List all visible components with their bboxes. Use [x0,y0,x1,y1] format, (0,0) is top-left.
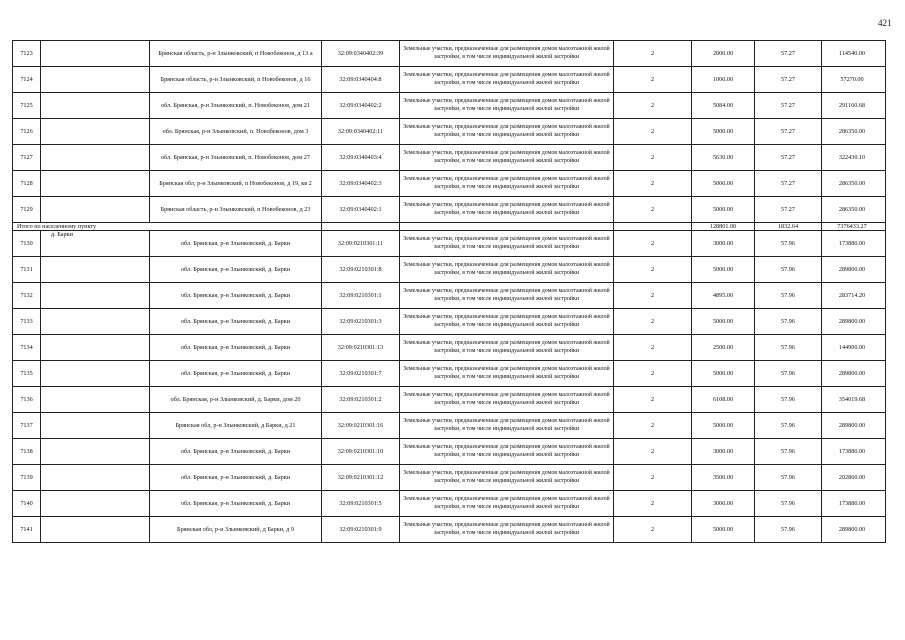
row-number: 7131 [13,257,41,283]
locality-cell [41,41,150,67]
locality-cell [41,387,150,413]
land-use-cell: Земельные участки, предназначенные для размещения домов малоэтажной жилой застройки, в том числе индивидуальной жилой застройки [400,309,614,335]
land-use-cell: Земельные участки, предназначенные для размещения домов малоэтажной жилой застройки, в том числе индивидуальной жилой застройки [400,93,614,119]
group-cell: 2 [614,413,692,439]
page-number: 421 [878,18,892,28]
locality-cell [41,309,150,335]
value-cell: 144900.00 [822,335,886,361]
locality-cell [41,145,150,171]
locality-name: д. Барки [41,231,150,257]
area-cell: 3000.00 [692,439,755,465]
locality-cell [41,171,150,197]
cadastral-number-cell: 32:09:0210301:7 [322,361,400,387]
group-cell: 2 [614,439,692,465]
cadastral-number-cell: 32:09:0340402:11 [322,119,400,145]
locality-cell [41,465,150,491]
land-use-cell: Земельные участки, предназначенные для размещения домов малоэтажной жилой застройки, в том числе индивидуальной жилой застройки [400,413,614,439]
rate-cell: 57.96 [755,231,822,257]
total-row [13,223,886,231]
land-use-cell: Земельные участки, предназначенные для размещения домов малоэтажной жилой застройки, в том числе индивидуальной жилой застройки [400,257,614,283]
row-number: 7133 [13,309,41,335]
table-row [13,171,886,197]
row-number: 7125 [13,93,41,119]
address-cell: обл. Брянская, р-н Злынковский, д. Барки [150,439,322,465]
area-cell: 5000.00 [692,119,755,145]
cadastral-number-cell: 32:09:0210301:9 [322,517,400,543]
area-cell: 5000.00 [692,171,755,197]
group-cell: 2 [614,171,692,197]
cadastral-number-cell: 32:09:0210301:5 [322,491,400,517]
land-use-cell: Земельные участки, предназначенные для размещения домов малоэтажной жилой застройки, в том числе индивидуальной жилой застройки [400,361,614,387]
table-row [13,257,886,283]
value-cell: 173880.00 [822,491,886,517]
locality-cell [41,517,150,543]
group-cell: 2 [614,41,692,67]
locality-cell [41,283,150,309]
group-cell: 2 [614,491,692,517]
table-row [13,93,886,119]
row-number: 7126 [13,119,41,145]
address-cell: обл. Брянская, р-н Злынковский, д. Барки [150,335,322,361]
row-number: 7135 [13,361,41,387]
row-number: 7137 [13,413,41,439]
address-cell: Брянская область, р-н Злынковский, п Новобеконов, д 13 а [150,41,322,67]
row-number: 7139 [13,465,41,491]
locality-cell [41,413,150,439]
cadastral-number-cell: 32:09:0210301:11 [322,231,400,257]
cadastral-number-cell: 32:09:0340402:39 [322,41,400,67]
table-row [13,413,886,439]
group-cell: 2 [614,145,692,171]
address-cell: обл. Брянская, р-н Злынковский, д. Барки [150,309,322,335]
table-row [13,283,886,309]
cadastral-number-cell: 32:09:0210301:8 [322,257,400,283]
rate-cell: 57.27 [755,197,822,223]
area-cell: 3500.00 [692,465,755,491]
table-row [13,67,886,93]
land-use-cell: Земельные участки, предназначенные для размещения домов малоэтажной жилой застройки, в том числе индивидуальной жилой застройки [400,41,614,67]
group-cell: 2 [614,361,692,387]
rate-cell: 57.96 [755,413,822,439]
address-cell: обл. Брянская, р-н Злынковский, д. Барки [150,361,322,387]
value-cell: 289800.00 [822,517,886,543]
value-cell: 286350.00 [822,197,886,223]
area-cell: 4895.00 [692,283,755,309]
group-cell: 2 [614,67,692,93]
table-row [13,465,886,491]
cadastral-number-cell: 32:09:0210301:2 [322,387,400,413]
locality-cell [41,119,150,145]
row-number: 7127 [13,145,41,171]
land-use-cell: Земельные участки, предназначенные для размещения домов малоэтажной жилой застройки, в том числе индивидуальной жилой застройки [400,145,614,171]
address-cell: обл. Брянская, р-н Злынковский, д. Барки [150,283,322,309]
locality-cell [41,439,150,465]
area-cell: 5000.00 [692,517,755,543]
table-row [13,231,886,257]
value-cell: 289800.00 [822,257,886,283]
group-cell: 2 [614,283,692,309]
row-number: 7124 [13,67,41,93]
total-label: Итого по населенному пункту [13,223,322,231]
land-use-cell: Земельные участки, предназначенные для размещения домов малоэтажной жилой застройки, в том числе индивидуальной жилой застройки [400,119,614,145]
group-cell: 2 [614,465,692,491]
rate-cell: 57.96 [755,439,822,465]
rate-cell: 57.27 [755,41,822,67]
group-cell: 2 [614,335,692,361]
group-cell: 2 [614,309,692,335]
group-cell: 2 [614,517,692,543]
rate-cell: 57.96 [755,361,822,387]
value-cell: 173880.00 [822,439,886,465]
row-number: 7132 [13,283,41,309]
locality-cell [41,93,150,119]
cadastral-number-cell: 32:09:0210301:1 [322,283,400,309]
address-cell: Брянская область, р-н Злынковский, п Новобеконов, д 23 [150,197,322,223]
rate-cell: 57.96 [755,309,822,335]
area-cell: 5084.00 [692,93,755,119]
value-cell: 173880.00 [822,231,886,257]
rate-cell: 57.96 [755,465,822,491]
locality-cell [41,257,150,283]
rate-cell: 57.96 [755,387,822,413]
locality-cell [41,335,150,361]
value-cell: 289800.00 [822,361,886,387]
area-cell: 5630.00 [692,145,755,171]
rate-cell: 57.96 [755,491,822,517]
table-row [13,119,886,145]
group-cell: 2 [614,119,692,145]
value-cell: 289800.00 [822,413,886,439]
land-use-cell: Земельные участки, предназначенные для размещения домов малоэтажной жилой застройки, в том числе индивидуальной жилой застройки [400,171,614,197]
land-use-cell: Земельные участки, предназначенные для размещения домов малоэтажной жилой застройки, в том числе индивидуальной жилой застройки [400,387,614,413]
cadastral-number-cell: 32:09:0340403:4 [322,145,400,171]
address-cell: Брянская обл, р-н Злынковский, д Барки, д 21 [150,413,322,439]
land-use-cell: Земельные участки, предназначенные для размещения домов малоэтажной жилой застройки, в том числе индивидуальной жилой застройки [400,231,614,257]
group-cell: 2 [614,93,692,119]
locality-cell [41,67,150,93]
table-row [13,439,886,465]
value-cell: 286350.00 [822,171,886,197]
locality-cell [41,361,150,387]
value-cell: 289800.00 [822,309,886,335]
address-cell: обл. Брянская, р-н Злынковский, д. Барки [150,465,322,491]
cadastral-number-cell: 32:09:0210301:13 [322,335,400,361]
table-row [13,517,886,543]
value-cell: 114540.00 [822,41,886,67]
area-cell: 5000.00 [692,413,755,439]
total-rate: 1832.64 [755,223,822,231]
cadastral-number-cell: 32:09:0340404:8 [322,67,400,93]
address-cell: обл. Брянская, р-н Злынковский, п. Новобеконов, дом 27 [150,145,322,171]
row-number: 7123 [13,41,41,67]
table-row [13,361,886,387]
row-number: 7141 [13,517,41,543]
table-row [13,197,886,223]
value-cell: 202860.00 [822,465,886,491]
cadastral-number-cell: 32:09:0210301:12 [322,465,400,491]
cadastral-number-cell: 32:09:0210301:3 [322,309,400,335]
locality-cell [41,197,150,223]
area-cell: 5000.00 [692,197,755,223]
rate-cell: 57.27 [755,145,822,171]
group-cell: 2 [614,197,692,223]
land-use-cell: Земельные участки, предназначенные для размещения домов малоэтажной жилой застройки, в том числе индивидуальной жилой застройки [400,517,614,543]
row-number: 7138 [13,439,41,465]
rate-cell: 57.96 [755,517,822,543]
rate-cell: 57.27 [755,67,822,93]
area-cell: 5000.00 [692,257,755,283]
value-cell: 286350.00 [822,119,886,145]
cadastral-number-cell: 32:09:0340402:1 [322,197,400,223]
area-cell: 6108.00 [692,387,755,413]
land-use-cell: Земельные участки, предназначенные для размещения домов малоэтажной жилой застройки, в том числе индивидуальной жилой застройки [400,335,614,361]
address-cell: Брянская обл, р-н Злынковский, п Новобеконов, д 19, кв 2 [150,171,322,197]
area-cell: 3000.00 [692,231,755,257]
row-number: 7129 [13,197,41,223]
rate-cell: 57.27 [755,119,822,145]
value-cell: 57270.00 [822,67,886,93]
land-use-cell: Земельные участки, предназначенные для размещения домов малоэтажной жилой застройки, в том числе индивидуальной жилой застройки [400,197,614,223]
area-cell: 2500.00 [692,335,755,361]
rate-cell: 57.96 [755,257,822,283]
value-cell: 354019.68 [822,387,886,413]
address-cell: Брянская область, р-н Злынковский, п Новобеконов, д 16 [150,67,322,93]
area-cell: 1000.00 [692,67,755,93]
cadastral-number-cell: 32:09:0340402:2 [322,93,400,119]
rate-cell: 57.96 [755,283,822,309]
cadastral-number-cell: 32:09:0210301:10 [322,439,400,465]
total-area: 128801.00 [692,223,755,231]
rate-cell: 57.27 [755,171,822,197]
land-use-cell: Земельные участки, предназначенные для размещения домов малоэтажной жилой застройки, в том числе индивидуальной жилой застройки [400,465,614,491]
address-cell: Брянская обл, р-н Злынковский, д Барки, д 9 [150,517,322,543]
land-use-cell: Земельные участки, предназначенные для размещения домов малоэтажной жилой застройки, в том числе индивидуальной жилой застройки [400,67,614,93]
cadastral-number-cell: 32:09:0210301:16 [322,413,400,439]
address-cell: обл. Брянская, р-н Злынковский, д. Барки [150,231,322,257]
land-use-cell: Земельные участки, предназначенные для размещения домов малоэтажной жилой застройки, в том числе индивидуальной жилой застройки [400,283,614,309]
table-row [13,145,886,171]
rate-cell: 57.27 [755,93,822,119]
land-use-cell: Земельные участки, предназначенные для размещения домов малоэтажной жилой застройки, в том числе индивидуальной жилой застройки [400,439,614,465]
table-row [13,335,886,361]
row-number: 7140 [13,491,41,517]
land-parcels-table [12,40,886,543]
table-row [13,309,886,335]
group-cell: 2 [614,387,692,413]
table-row [13,491,886,517]
locality-cell [41,491,150,517]
address-cell: обл. Брянская, р-н Злынковский, п. Новобеконов, дом 21 [150,93,322,119]
rate-cell: 57.96 [755,335,822,361]
area-cell: 5000.00 [692,361,755,387]
address-cell: обл. Брянская, р-н Злынковский, п. Новобеконов, дом 3 [150,119,322,145]
address-cell: обл. Брянская, р-н Злынковский, д. Барки [150,257,322,283]
area-cell: 3000.00 [692,491,755,517]
address-cell: обл. Брянская, р-н Злынковский, д. Барки, дом 20 [150,387,322,413]
address-cell: обл. Брянская, р-н Злынковский, д. Барки [150,491,322,517]
value-cell: 283714.20 [822,283,886,309]
cadastral-number-cell: 32:09:0340402:3 [322,171,400,197]
row-number: 7136 [13,387,41,413]
table-row [13,387,886,413]
row-number: 7128 [13,171,41,197]
row-number: 7134 [13,335,41,361]
value-cell: 322430.10 [822,145,886,171]
land-use-cell: Земельные участки, предназначенные для размещения домов малоэтажной жилой застройки, в том числе индивидуальной жилой застройки [400,491,614,517]
total-value: 7376433.27 [822,223,886,231]
table-row [13,41,886,67]
row-number: 7130 [13,231,41,257]
value-cell: 291160.68 [822,93,886,119]
area-cell: 5000.00 [692,309,755,335]
group-cell: 2 [614,257,692,283]
area-cell: 2000.00 [692,41,755,67]
group-cell: 2 [614,231,692,257]
